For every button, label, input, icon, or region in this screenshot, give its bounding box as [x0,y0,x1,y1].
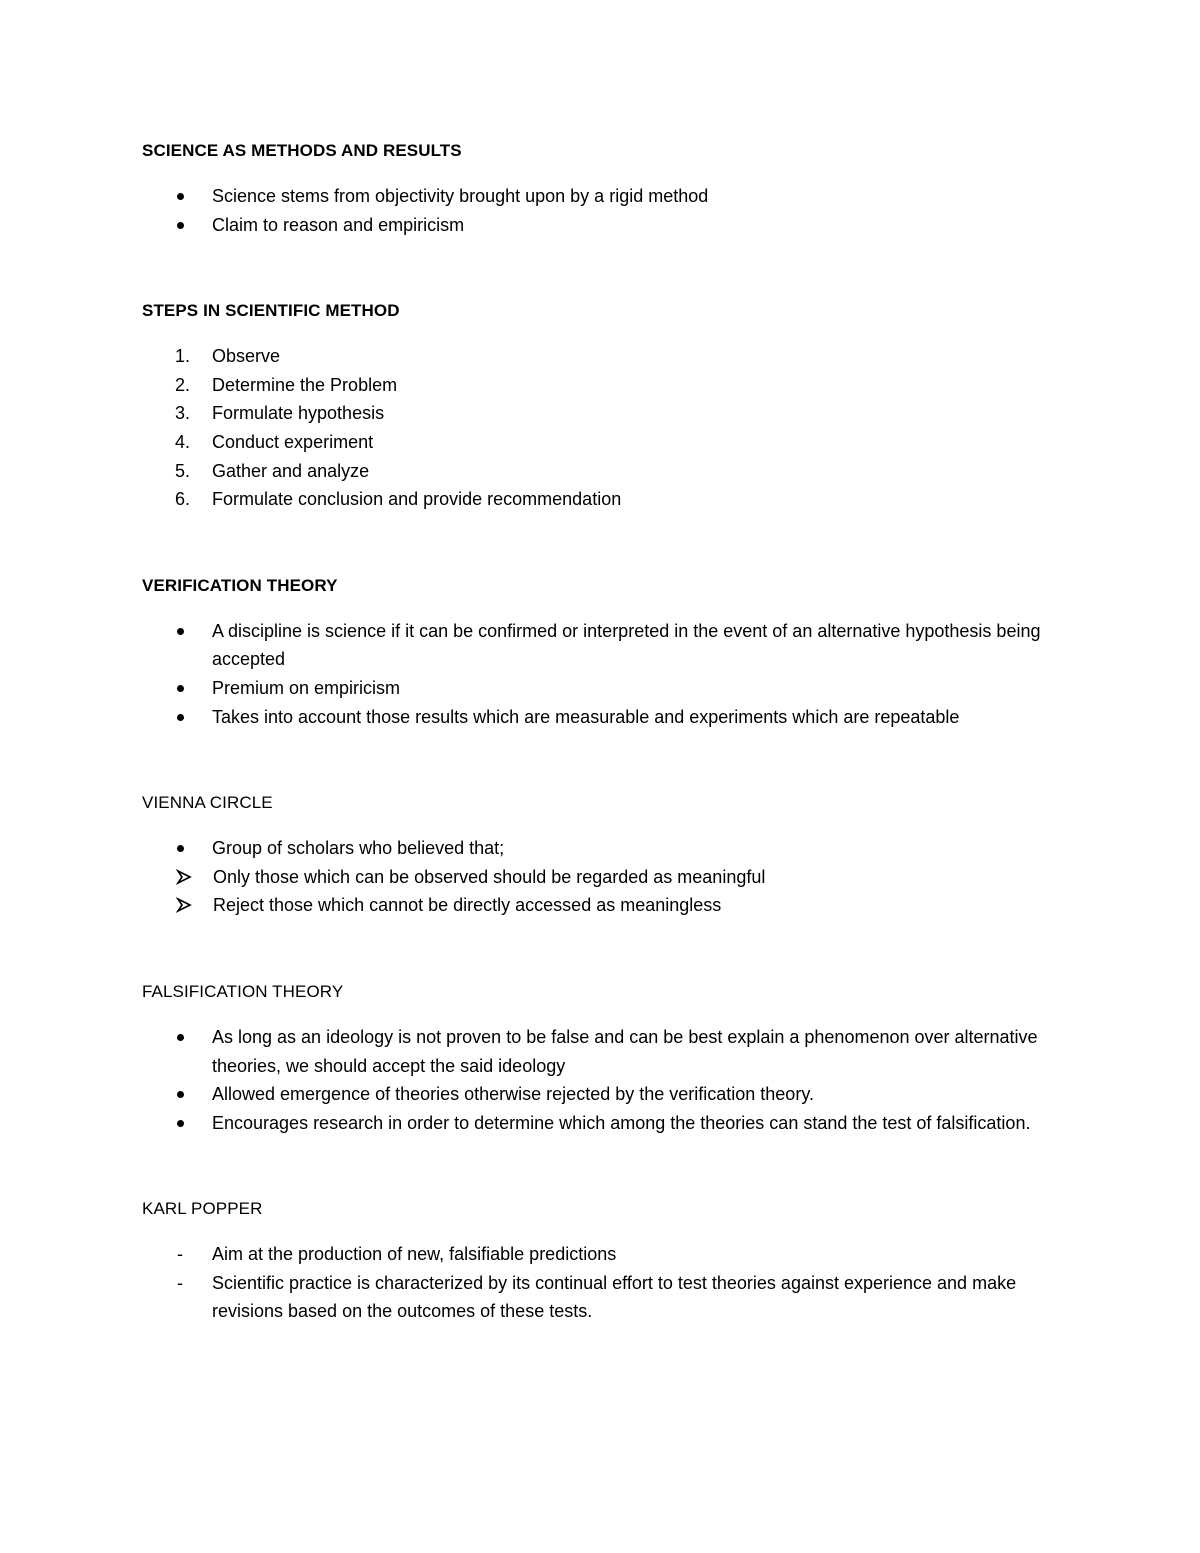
list-item [142,399,1062,428]
section-karl-popper [142,1198,1062,1326]
bullet-list [142,182,1062,239]
section-heading: SCIENCE AS METHODS AND RESULTS [142,141,462,160]
list-item-text: Science stems from objectivity brought upon by a rigid method [212,186,709,206]
dash-list [142,1240,1062,1326]
section-steps [142,300,1062,514]
list-item [142,674,1062,703]
list-item-text: Takes into account those results which are measurable and experiments which are repeatable [212,706,960,727]
sub-list-item-text: Reject those which cannot be directly accessed as meaningless [213,895,722,916]
section-heading: KARL POPPER [142,1199,263,1219]
dash-marker: - [177,1244,183,1265]
list-item [142,1240,1062,1269]
section-heading: STEPS IN SCIENTIFIC METHOD [142,301,400,321]
sub-list-item [72,891,1062,920]
list-item-text: Formulate hypothesis [212,403,385,424]
list-item [142,211,1062,240]
section-science-methods [142,140,1062,239]
list-number: 3. [175,403,191,424]
list-item [142,485,1062,514]
list-number: 4. [175,431,191,452]
arrow-bullet-icon [176,897,192,913]
list-item [142,703,1062,732]
section-heading: FALSIFICATION THEORY [142,981,344,1001]
list-number: 1. [175,346,191,367]
list-item [142,617,1062,674]
list-item-text: Gather and analyze [212,460,370,481]
list-item [142,342,1062,371]
list-item [142,1080,1062,1109]
list-number: 2. [175,374,191,395]
section-heading: VERIFICATION THEORY [142,575,338,595]
list-item-text: Scientific practice is characterized by its continual effort to test theories against experience and make revisions based on the outcomes of these tests. [212,1272,1017,1322]
numbered-list [142,342,1062,514]
list-item-text: A discipline is science if it can be confirmed or interpreted in the event of an alternative hypothesis being accepted [212,620,1041,670]
list-item-text: Claim to reason and empiricism [212,214,465,235]
list-item-text: Encourages research in order to determine which among the theories can stand the test of falsification. [212,1112,1031,1133]
list-item [142,834,1062,863]
list-item [142,1023,1062,1080]
list-item-text: Conduct experiment [212,431,374,452]
list-item-text: Determine the Problem [212,374,398,395]
list-item [142,1109,1062,1138]
list-item-text: Premium on empiricism [212,677,401,698]
bullet-list [142,1023,1062,1137]
section-vienna-circle [142,792,1062,920]
sub-list-item-text: Only those which can be observed should be regarded as meaningful [213,866,766,887]
list-item-text: As long as an ideology is not proven to be false and can be best explain a phenomenon over alternative theories, we should accept the said ideology [212,1026,1038,1076]
list-number: 5. [175,460,191,481]
list-item [142,457,1062,486]
sub-list-item [72,863,1062,892]
bullet-list [142,834,1062,920]
list-item-text: Allowed emergence of theories otherwise rejected by the verification theory. [212,1084,814,1105]
list-item-text: Group of scholars who believed that; [212,838,505,859]
list-number: 6. [175,489,191,510]
section-heading: VIENNA CIRCLE [142,793,273,813]
list-item [142,1269,1062,1326]
list-item [142,428,1062,457]
list-item-text: Formulate conclusion and provide recommendation [212,489,622,510]
list-item-text: Aim at the production of new, falsifiable predictions [212,1244,617,1265]
list-item [142,371,1062,400]
bullet-list [142,617,1062,731]
list-item [142,182,1062,211]
dash-marker: - [177,1272,183,1293]
document-page [142,140,1062,1326]
arrow-bullet-icon [176,869,192,885]
list-item-text: Observe [212,346,281,367]
section-falsification-theory [142,981,1062,1137]
section-verification-theory [142,575,1062,731]
